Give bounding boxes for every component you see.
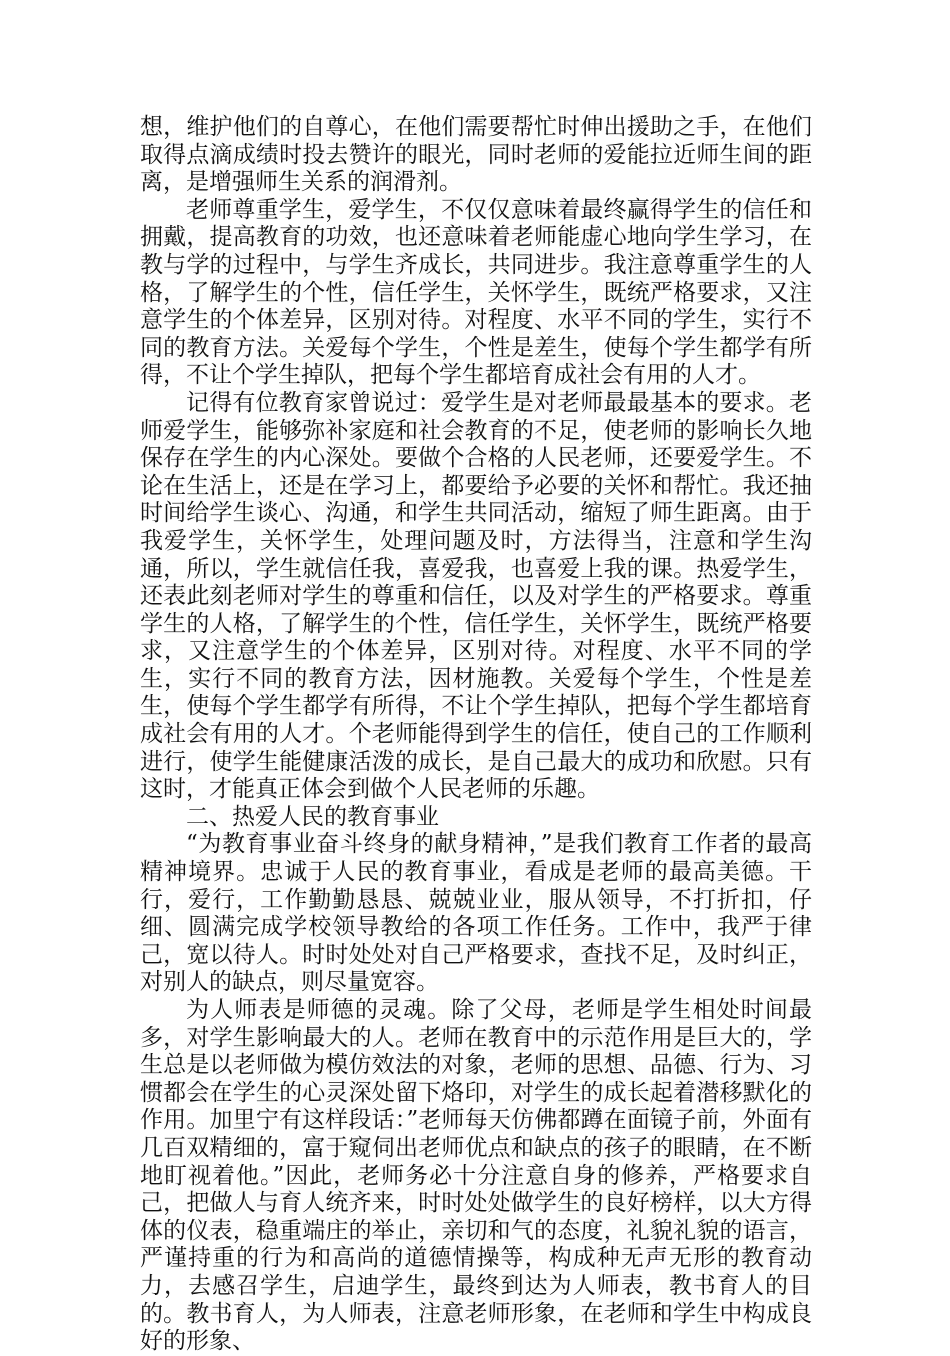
section-heading: 二、热爱人民的教育事业	[186, 803, 439, 830]
paragraph-1: 想，维护他们的自尊心，在他们需要帮忙时伸出援助之手，在他们取得点滴成绩时投去赞许的眼光，同时老师的爱能拉近师生间的距离，是增强师生关系的润滑剂。	[140, 114, 812, 196]
paragraph-3: 记得有位教育家曾说过：爱学生是对老师最最基本的要求。老师爱学生，能够弥补家庭和社会教育的不足，使老师的影响长久地保存在学生的内心深处。要做个合格的人民老师，还要爱学生。不论在生活上，还是在学习上，都要给予必要的关怀和帮忙。我还抽时间给学生谈心、沟通，和学生共同活动，缩短了师生距离。由于我爱学生，关怀学生，处理问题及时，方法得当，注意和学生沟通，所以，学生就信任我，喜爱我，也喜爱上我的课。热爱学生，还表此刻老师对学生的尊重和信任，以及对学生的严格要求。尊重学生的人格，了解学生的个性，信任学生，关怀学生，既统严格要求，又注意学生的个体差异，区别对待。对程度、水平不同的学生，实行不同的教育方法，因材施教。关爱每个学生，个性是差生，使每个学生都学有所得，不让个学生掉队，把每个学生都培育成社会有用的人才。个老师能得到学生的信任，使自己的工作顺利进行，使学生能健康活泼的成长，是自己最大的成功和欣慰。只有这时，才能真正体会到做个人民老师的乐趣。	[140, 389, 812, 803]
document-body	[140, 114, 812, 1356]
paragraph-4: “为教育事业奋斗终身的献身精神，”是我们教育工作者的最高精神境界。忠诚于人民的教育事业，看成是老师的最高美德。干行，爱行，工作勤勤恳恳、兢兢业业，服从领导，不打折扣，仔细、圆满完成学校领导教给的各项工作任务。工作中，我严于律己，宽以待人。时时处处对自己严格要求，查找不足，及时纠正，对别人的缺点，则尽量宽容。	[140, 831, 812, 996]
paragraph-2: 老师尊重学生，爱学生，不仅仅意味着最终赢得学生的信任和拥戴，提高教育的功效，也还意味着老师能虚心地向学生学习，在教与学的过程中，与学生齐成长，共同进步。我注意尊重学生的人格，了解学生的个性，信任学生，关怀学生，既统严格要求，又注意学生的个体差异，区别对待。对程度、水平不同的学生，实行不同的教育方法。关爱每个学生，个性是差生，使每个学生都学有所得，不让个学生掉队，把每个学生都培育成社会有用的人才。	[140, 196, 812, 389]
paragraph-5: 为人师表是师德的灵魂。除了父母，老师是学生相处时间最多，对学生影响最大的人。老师在教育中的示范作用是巨大的，学生总是以老师做为模仿效法的对象，老师的思想、品德、行为、习惯都会在学生的心灵深处留下烙印，对学生的成长起着潜移默化的作用。加里宁有这样段话：”老师每天仿佛都蹲在面镜子前，外面有几百双精细的，富于窥伺出老师优点和缺点的孩子的眼睛，在不断地盯视着他。”因此，老师务必十分注意自身的修养，严格要求自己，把做人与育人统齐来，时时处处做学生的良好榜样，以大方得体的仪表，稳重端庄的举止，亲切和气的态度，礼貌礼貌的语言，严谨持重的行为和高尚的道德情操等，构成种无声无形的教育动力，去感召学生，启迪学生，最终到达为人师表，教书育人的目的。教书育人，为人师表，注意老师形象，在老师和学生中构成良好的形象、	[140, 997, 812, 1355]
